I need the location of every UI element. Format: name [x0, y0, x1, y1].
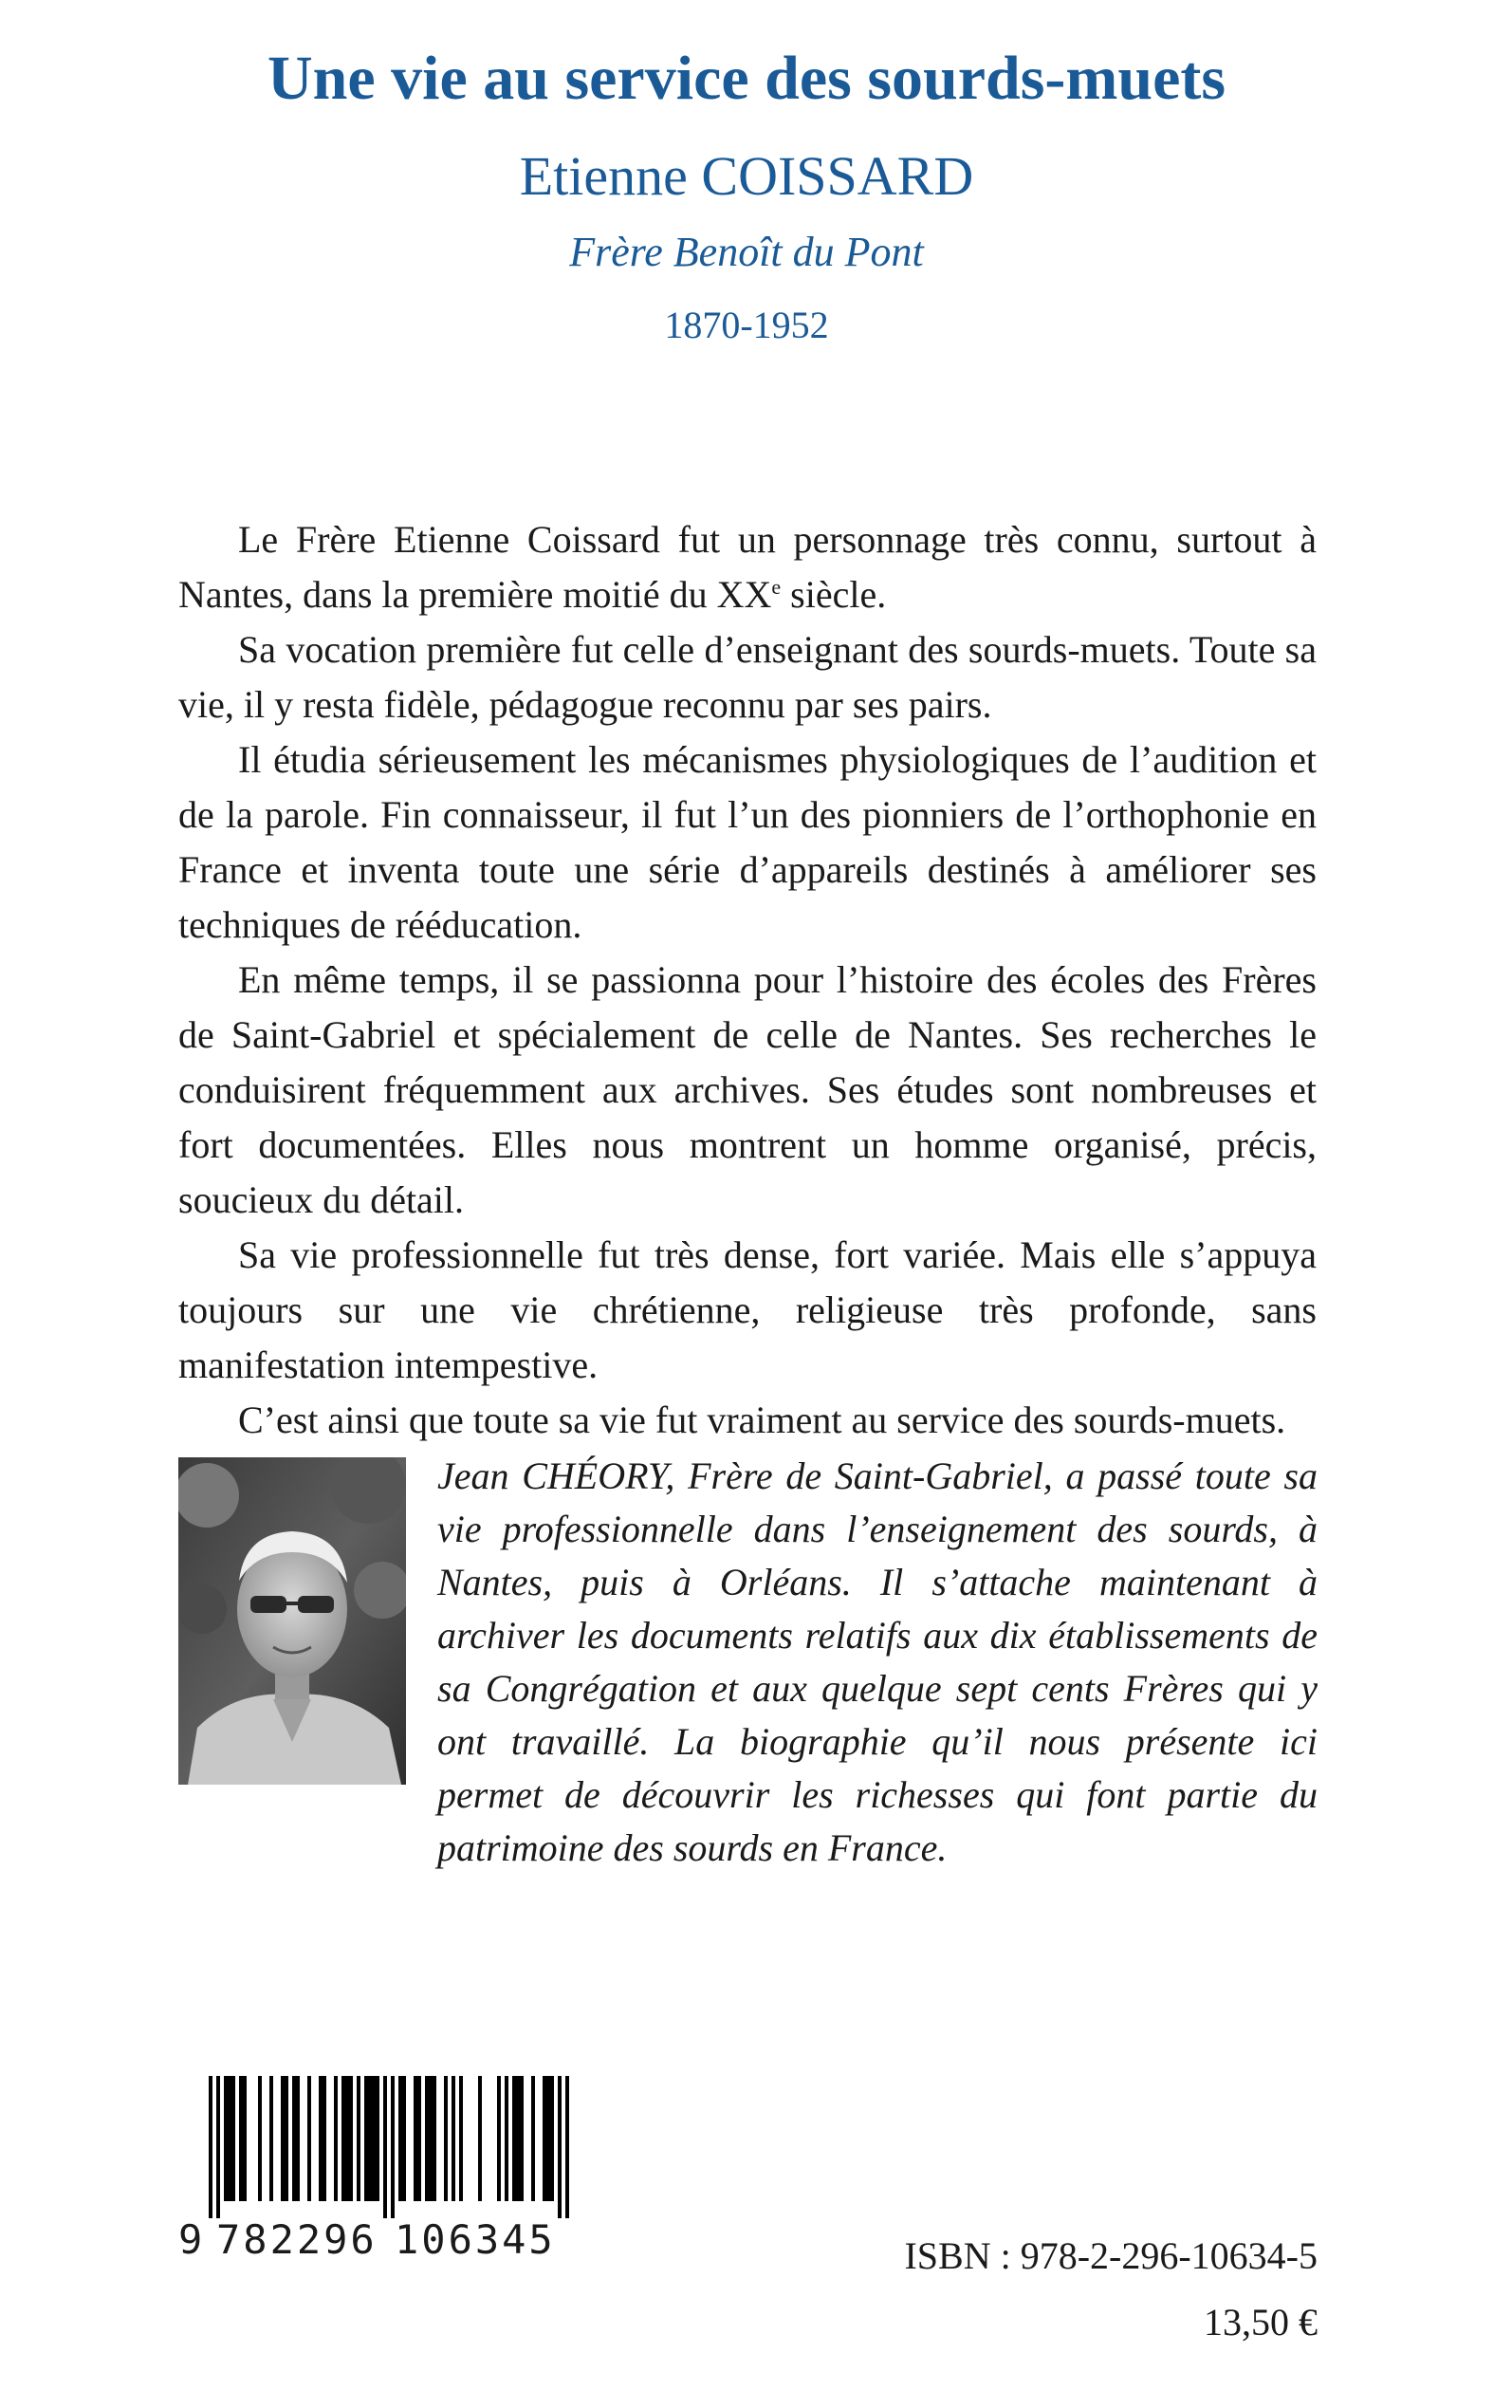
barcode-bar [444, 2076, 448, 2201]
subject-name: Etienne COISSARD [519, 145, 974, 207]
barcode-bar [417, 2076, 421, 2201]
barcode-group-left: 782296 [216, 2216, 378, 2263]
header [0, 36, 1512, 351]
barcode-bar [258, 2076, 262, 2201]
barcode-bar [391, 2076, 395, 2218]
isbn: ISBN : 978-2-296-10634-5 [904, 2234, 1318, 2277]
summary-text [178, 512, 1317, 1448]
summary-paragraph: Sa vie professionnelle fut très dense, fort variée. Mais elle s’appuya toujours sur une vie chrétienne, religieuse très profonde, sans manifestation intempestive. [178, 1233, 1317, 1386]
barcode-bar [281, 2076, 285, 2201]
paragraph-text: Le Frère Etienne Coissard fut un personnage très connu, surtout à Nantes, dans la première moitié du XX [178, 518, 1317, 616]
barcode-bar [558, 2076, 562, 2218]
summary-paragraph: Il étudia sérieusement les mécanismes physiologiques de l’audition et de la parole. Fin connaisseur, il fut l’un des pionniers de l’orthophonie en France et inventa toute une série d’appareils destinés à améliorer ses techniques de rééducation. [178, 738, 1317, 946]
barcode-bar [269, 2076, 273, 2201]
barcode-bar [512, 2076, 516, 2201]
barcode-bar [285, 2076, 288, 2201]
summary-paragraph: C’est ainsi que toute sa vie fut vraiment au service des sourds-muets. [238, 1398, 1286, 1441]
barcode-bar [565, 2076, 569, 2218]
barcode-bar [372, 2076, 376, 2201]
barcode-bar [224, 2076, 228, 2201]
barcode-bar [414, 2076, 417, 2201]
book-title: Une vie au service des sourds-muets [267, 44, 1226, 113]
barcode-bar [341, 2076, 345, 2201]
century-superscript: e [771, 575, 782, 599]
barcode-bar [319, 2076, 323, 2201]
barcode [178, 2076, 596, 2218]
barcode-bar [452, 2076, 455, 2201]
barcode-bar [546, 2076, 550, 2201]
barcode-bar [398, 2076, 402, 2201]
barcode-bar [209, 2076, 212, 2218]
barcode-bar [349, 2076, 353, 2201]
paragraph-text: siècle. [781, 573, 887, 616]
barcode-bar [243, 2076, 247, 2201]
barcode-digits [178, 2216, 596, 2273]
barcode-bar [433, 2076, 436, 2201]
barcode-group-right: 106345 [395, 2216, 556, 2263]
barcode-bar [478, 2076, 482, 2201]
barcode-bar [505, 2076, 508, 2201]
barcode-bar [296, 2076, 300, 2201]
barcode-bar [425, 2076, 429, 2201]
barcode-bar [402, 2076, 406, 2201]
barcode-bar [231, 2076, 235, 2201]
summary-paragraph: En même temps, il se passionna pour l’histoire des écoles des Frères de Saint-Gabriel et spécialement de celle de Nantes. Ses recherches le conduisirent fréquemment aux archives. Ses études sont nombreuses et fort documentées. Elles nous montrent un homme organisé, précis, soucieux du détail. [178, 958, 1317, 1221]
author-bio: Jean CHÉORY, Frère de Saint-Gabriel, a passé toute sa vie professionnelle dans l’enseignement des sourds, à Nantes, puis à Orléans. Il s’attache maintenant à archiver les documents relatifs aux dix établissements de sa Congrégation et aux quelque sept cents Frères qui y ont travaillé. La biographie qu’il nous présente ici permet de découvrir les richesses qui font partie du patrimoine des sourds en France. [437, 1454, 1318, 1869]
barcode-first-digit: 9 [178, 2216, 203, 2263]
barcode-bar [357, 2076, 360, 2201]
summary-paragraph: Sa vocation première fut celle d’enseignant des sourds-muets. Toute sa vie, il y resta fidèle, pédagogue reconnu par ses pairs. [178, 628, 1317, 726]
barcode-bar [307, 2076, 311, 2201]
price: 13,50 € [1204, 2301, 1318, 2343]
barcode-bar [334, 2076, 338, 2201]
barcode-bar [383, 2076, 387, 2218]
barcode-bar [459, 2076, 463, 2201]
barcode-bar [516, 2076, 520, 2201]
barcode-bar [345, 2076, 349, 2201]
life-dates: 1870-1952 [664, 304, 829, 346]
barcode-bar [239, 2076, 243, 2201]
barcode-bar [323, 2076, 326, 2201]
barcode-bar [216, 2076, 220, 2218]
barcode-bar [550, 2076, 554, 2201]
barcode-bar [292, 2076, 296, 2201]
barcode-bar [531, 2076, 535, 2201]
barcode-bar [368, 2076, 372, 2201]
barcode-bar [228, 2076, 231, 2201]
author-photo [178, 1457, 406, 1785]
barcode-bar [364, 2076, 368, 2201]
summary-paragraph [178, 512, 1317, 622]
barcode-bar [376, 2076, 379, 2201]
barcode-bar [520, 2076, 524, 2201]
religious-name: Frère Benoît du Pont [569, 229, 924, 275]
barcode-bar [543, 2076, 546, 2201]
barcode-bar [429, 2076, 433, 2201]
barcode-bar [497, 2076, 501, 2201]
